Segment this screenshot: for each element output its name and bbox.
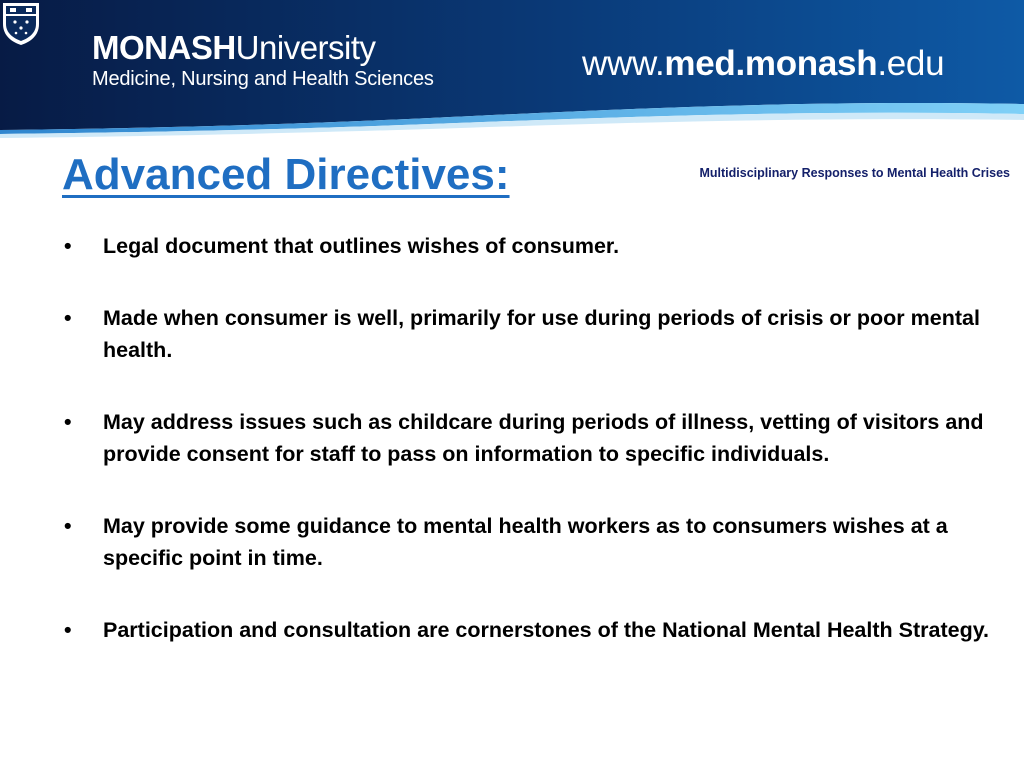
url-prefix: www. (582, 44, 665, 83)
bullet-item (64, 230, 1014, 262)
bullet-marker: • (64, 618, 72, 642)
brand-regular: University (235, 29, 376, 66)
bullet-text: Made when consumer is well, primarily for use during periods of crisis or poor mental health. (103, 306, 980, 362)
bullet-marker: • (64, 306, 72, 330)
monash-logo[interactable] (92, 30, 434, 91)
bullet-marker: • (64, 514, 72, 538)
bullet-marker: • (64, 234, 72, 258)
bullet-text: May provide some guidance to mental health workers as to consumers wishes at a specific point in time. (103, 514, 948, 570)
brand-bold: MONASH (92, 29, 236, 66)
bullet-item (64, 510, 1014, 574)
website-url[interactable] (582, 44, 944, 84)
faculty-name: Medicine, Nursing and Health Sciences (92, 68, 434, 90)
bullet-item (64, 302, 1014, 366)
bullet-item (64, 614, 1014, 646)
brand-wordmark (92, 30, 434, 66)
header-banner (0, 0, 1024, 140)
slide-subtitle: Multidisciplinary Responses to Mental Health Crises (699, 166, 1010, 180)
url-suffix: .edu (877, 44, 945, 83)
bullet-list (64, 230, 1014, 686)
bullet-text: Legal document that outlines wishes of consumer. (103, 234, 620, 258)
bullet-text: May address issues such as childcare during periods of illness, vetting of visitors and provide consent for staff to pass on information to specific individuals. (103, 410, 984, 466)
monash-crest-icon (0, 0, 42, 46)
bullet-marker: • (64, 410, 72, 434)
slide-title: Advanced Directives: (62, 150, 510, 199)
bullet-item (64, 406, 1014, 470)
bullet-text: Participation and consultation are cornerstones of the National Mental Health Strategy. (103, 618, 990, 642)
url-domain: med.monash (664, 44, 878, 83)
